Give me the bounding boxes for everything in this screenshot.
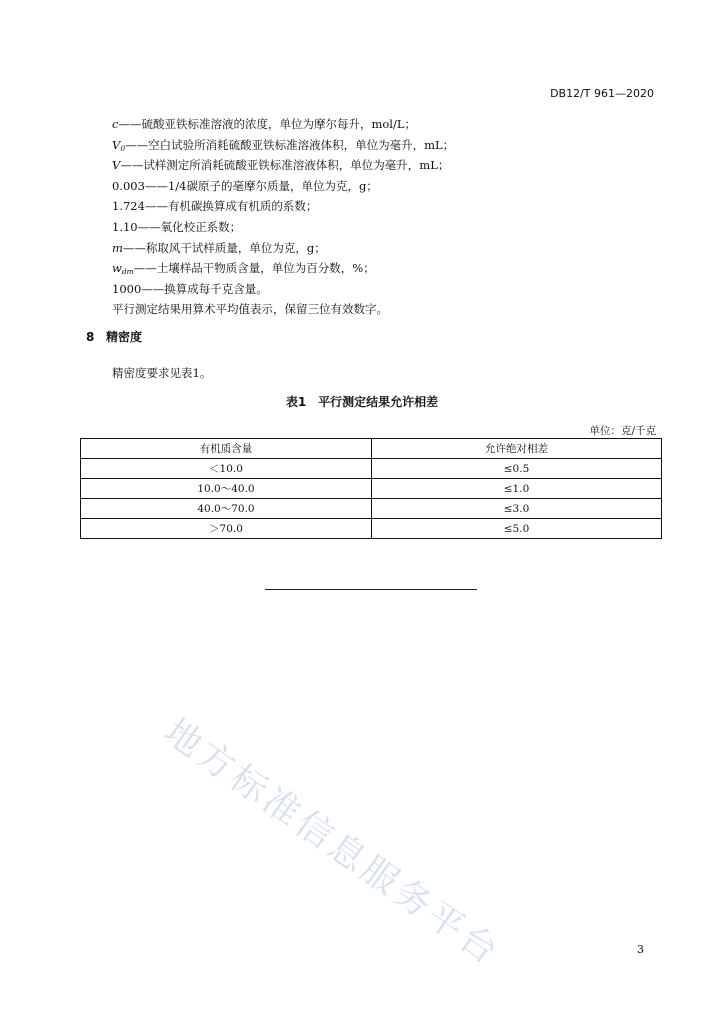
definition-symbol: 0.003 <box>112 178 145 193</box>
definition-line <box>112 196 672 217</box>
definition-symbol: c <box>112 117 119 131</box>
table-cell: ≤3.0 <box>372 499 662 519</box>
table-row <box>81 479 662 499</box>
definition-text: ——试样测定所消耗硫酸亚铁标准溶液体积，单位为毫升，mL； <box>120 158 450 173</box>
definition-text: ——称取风干试样质量，单位为克，g； <box>122 240 326 255</box>
watermark: 地方标准信息服务平台 <box>156 711 508 975</box>
definition-text: ——硫酸亚铁标准溶液的浓度，单位为摩尔每升，mol/L； <box>118 117 416 131</box>
table-cell: ＜10.0 <box>81 459 372 479</box>
definition-line <box>112 279 672 300</box>
table-cell: 10.0～40.0 <box>81 479 372 499</box>
table-unit: 单位：克/千克 <box>589 425 656 437</box>
definition-line: $V_0——$空白试验所消耗硫酸亚铁标准溶液体积，单位为毫升，mL； <box>112 137 455 153</box>
section-heading <box>86 328 142 345</box>
definition-line: $w_{dm}——$土壤样品干物质含量，单位为百分数，%； <box>112 261 375 277</box>
definition-text: ——换算成每千克含量。 <box>141 281 268 296</box>
definition-text: ——氧化校正系数； <box>137 219 242 234</box>
tolerance-table <box>80 438 662 539</box>
definition-text: ——土壤样品干物质含量，单位为百分数，%； <box>133 261 375 276</box>
section-number: 8 <box>86 330 95 344</box>
definition-symbol: V <box>112 158 121 173</box>
definition-text: ——1/4碳原子的毫摩尔质量，单位为克，g； <box>144 178 378 193</box>
precision-paragraph: 精密度要求见表1。 <box>112 366 212 380</box>
definition-text: ——有机碳换算成有机质的系数； <box>144 199 318 214</box>
table-cell: 40.0～70.0 <box>81 499 372 519</box>
table-header-cell: 有机质含量 <box>81 439 372 459</box>
definition-line <box>112 217 672 238</box>
end-rule <box>265 589 477 590</box>
result-note: 平行测定结果用算术平均值表示，保留三位有效数字。 <box>112 302 388 317</box>
variable-definitions <box>112 114 672 320</box>
document-id: DB12/T 961—2020 <box>550 87 654 100</box>
definition-line <box>112 238 672 259</box>
definition-symbol: V <box>112 137 121 152</box>
table-row <box>81 519 662 539</box>
table-cell: ＞70.0 <box>81 519 372 539</box>
definition-symbol: m <box>112 240 123 255</box>
table-caption: 表1 平行测定结果允许相差 <box>285 395 439 409</box>
table-row <box>81 459 662 479</box>
table-header-row <box>81 439 662 459</box>
definition-text: ——空白试验所消耗硫酸亚铁标准溶液体积，单位为毫升，mL； <box>125 137 455 152</box>
table-cell: ≤1.0 <box>372 479 662 499</box>
definition-line <box>112 114 672 135</box>
definition-line <box>112 176 672 197</box>
definition-symbol: w <box>112 261 122 276</box>
definition-symbol: 1.724 <box>112 199 145 214</box>
definition-symbol: 1000 <box>112 281 142 296</box>
definition-symbol: 1.10 <box>112 219 138 234</box>
definition-line <box>112 155 672 176</box>
table-cell: ≤5.0 <box>372 519 662 539</box>
table-row <box>81 499 662 519</box>
table-header-cell: 允许绝对相差 <box>372 439 662 459</box>
table-cell: ≤0.5 <box>372 459 662 479</box>
page-number: 3 <box>637 943 644 956</box>
section-title: 精密度 <box>106 330 143 344</box>
